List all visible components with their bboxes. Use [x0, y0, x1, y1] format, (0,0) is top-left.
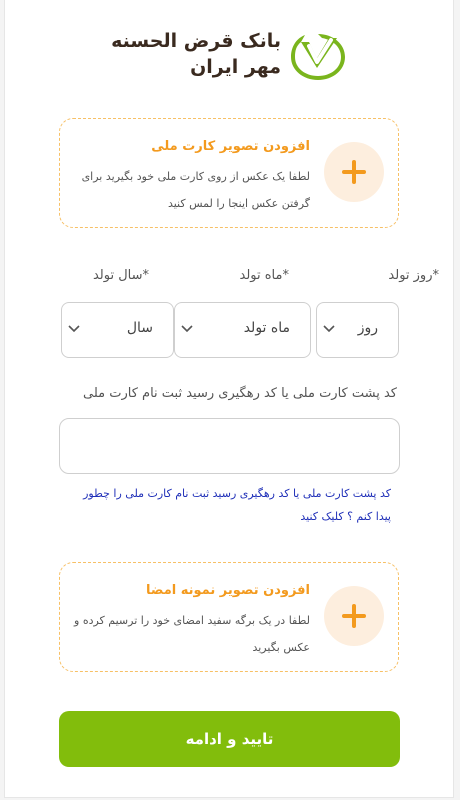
- signature-upload-box[interactable]: [59, 562, 399, 672]
- id-card-upload-title: افزودن تصویر کارت ملی: [151, 139, 310, 154]
- id-card-upload-box[interactable]: [59, 118, 399, 228]
- birth-day-value: روز: [357, 320, 378, 336]
- signature-upload-description: لطفا در یک برگه سفید امضای خود را ترسیم کرده و عکس بگیرید: [74, 614, 310, 654]
- signature-upload-title: افزودن تصویر نمونه امضا: [146, 583, 310, 598]
- tracking-code-input[interactable]: [59, 418, 400, 474]
- id-card-upload-button[interactable]: [324, 142, 384, 202]
- plus-icon: [341, 603, 367, 629]
- birth-month-label: ماه تولد*: [239, 268, 289, 283]
- chevron-down-icon: [181, 325, 193, 333]
- brand-name-line2: مهر ایران: [190, 56, 281, 78]
- birth-month-value: ماه تولد: [243, 320, 290, 336]
- brand-name-line1: بانک قرض الحسنه: [111, 30, 281, 52]
- chevron-down-icon: [68, 325, 80, 333]
- tracking-code-label: کد پشت کارت ملی یا کد رهگیری رسید ثبت نام کارت ملی: [82, 386, 397, 401]
- birth-year-value: سال: [126, 320, 153, 336]
- tracking-code-help-link[interactable]: کد پشت کارت ملی یا کد رهگیری رسید ثبت نام کارت ملی را چطور پیدا کنم ؟ کلیک کنید: [83, 487, 391, 523]
- bank-logo: [111, 26, 355, 86]
- form-card: [4, 0, 454, 798]
- birth-year-select[interactable]: [61, 302, 174, 358]
- confirm-continue-button[interactable]: تایید و ادامه: [59, 711, 400, 767]
- checkmark-leaf-icon: [289, 32, 347, 82]
- chevron-down-icon: [323, 325, 335, 333]
- birth-month-select[interactable]: [174, 302, 311, 358]
- birth-day-label: روز تولد*: [388, 268, 439, 283]
- birth-day-select[interactable]: [316, 302, 399, 358]
- birth-year-label: سال تولد*: [92, 268, 149, 283]
- plus-icon: [341, 159, 367, 185]
- signature-upload-button[interactable]: [324, 586, 384, 646]
- id-card-upload-description: لطفا یک عکس از روی کارت ملی خود بگیرید برای گرفتن عکس اینجا را لمس کنید: [81, 170, 310, 210]
